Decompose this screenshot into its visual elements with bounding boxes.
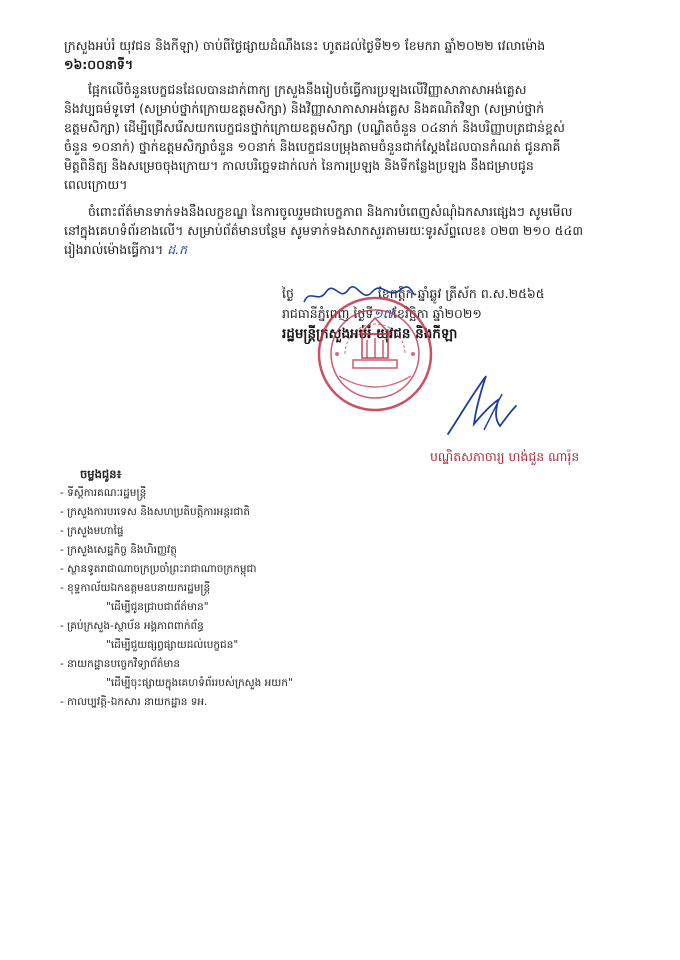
- solar-date-prefix: រាជធានីភ្នំពេញ ថ្ងៃទី: [282, 306, 374, 321]
- paragraph-line: [64, 240, 644, 259]
- paragraph-contact: [64, 202, 644, 259]
- list-item: - ក្រសួងមហាផ្ទៃ: [60, 525, 124, 537]
- paragraph-line: និងវប្បធម៌ទូទៅ (សម្រាប់ថ្នាក់ក្រោយឧត្តមសិក្សា) និងវិញ្ញាសាភាសាអង់គ្លេស និងគណិតវិទ្យា (សម្រាប់ថ្នាក់: [64, 101, 545, 116]
- lunar-date-text: ខែកត្តិក ឆ្នាំឆ្លូវ ត្រីស័ក ព.ស.២៥៦៥: [377, 286, 545, 301]
- handwritten-day: ១៧: [373, 306, 393, 321]
- paragraph-line: ១៦:០០នាទី។: [64, 57, 134, 72]
- paragraph-line: មិត្តពិនិត្យ និងសម្រេចចុងក្រោយ។ កាលបរិច្ឆេទដាក់លក់ នៃការប្រឡង និងទីកន្លែងប្រឡង នឹងជម្រាបជូន: [64, 158, 534, 173]
- handwritten-lunar-day-icon: [300, 284, 420, 308]
- list-item: - ទីស្ដីការគណៈរដ្ឋមន្ត្រី: [60, 487, 147, 499]
- paragraph-deadline: [64, 36, 644, 74]
- minister-title: រដ្ឋមន្ត្រីក្រសួងអប់រំ យុវជន និងកីឡា: [282, 326, 458, 342]
- recipients-list: [60, 465, 480, 712]
- paragraph-line: ចំពោះព័ត៌មានទាក់ទងនឹងលក្ខខណ្ឌ នៃការចូលរួមជាបេក្ខភាព និងការបំពេញសំណុំឯកសារផ្សេងៗ សូមមើល: [88, 204, 573, 219]
- recipients-heading: ចម្លងជូន៖: [80, 467, 122, 481]
- list-item: - ខុទ្ទកាល័យឯកឧត្តមឧបនាយករដ្ឋមន្ត្រី: [60, 582, 211, 594]
- ministry-seal-icon: [315, 294, 435, 414]
- list-item: - នាយកដ្ឋានបច្ចេកវិទ្យាព័ត៌មាន: [60, 658, 181, 670]
- signer-name: បណ្ឌិតសភាចារ្យ ហង់ជួន ណារ៉ុន: [430, 449, 580, 464]
- solar-date-text: ខែវិច្ឆិកា ឆ្នាំ២០២១: [392, 306, 482, 321]
- handwritten-signature-icon: [440, 364, 530, 444]
- paragraph-line: ឧត្តមសិក្សា) ដើម្បីជ្រើសរើសយកបេក្ខជនថ្នាក់ក្រោយឧត្តមសិក្សា (បណ្ឌិតចំនួន ០៤នាក់ និងបរិញ្ញាបត្រជាន់ខ្ពស់: [64, 120, 565, 135]
- paragraph-exam-plan: [64, 80, 644, 194]
- paragraph-line: ពេលក្រោយ។: [64, 177, 128, 192]
- lunar-date-prefix: ថ្ងៃ: [282, 286, 294, 301]
- list-item-note: "ដើម្បីជួយផ្សព្វផ្សាយដល់បេក្ខជន": [106, 639, 239, 651]
- list-item: - ស្ថានទូតរាជាណាចក្រប្រចាំព្រះរាជាណាចក្រកម្ពុជា: [60, 563, 257, 575]
- list-item-note: "ដើម្បីជូនជ្រាបជាព័ត៌មាន": [106, 601, 209, 613]
- paragraph-line-text: រៀងរាល់ម៉ោងធ្វើការ។: [64, 242, 164, 257]
- list-item: - កាលប្បវត្តិ-ឯកសារ នាយកដ្ឋាន ទអ.: [60, 696, 208, 708]
- list-item: - គ្រប់ក្រសួង-ស្ថាប័ន អង្គភាពពាក់ព័ន្ធ: [60, 620, 204, 632]
- list-item: - ក្រសួងការបរទេស និងសហប្រតិបត្តិការអន្តរជាតិ: [60, 506, 251, 518]
- paragraph-line: ផ្អែកលើចំនួនបេក្ខជនដែលបានដាក់ពាក្យ ក្រសួងនឹងរៀបចំធ្វើការប្រឡងលើវិញ្ញាសាភាសាអង់គ្លេស: [88, 82, 527, 97]
- list-item-note: "ដើម្បីចុះផ្សាយក្នុងគេហទំព័ររបស់ក្រសួង អយក": [106, 677, 293, 689]
- handwritten-initials: ដ.ក: [167, 242, 188, 257]
- paragraph-line: ក្រសួងអប់រំ យុវជន និងកីឡា) ចាប់ពីថ្ងៃផ្សាយដំណឹងនេះ ហូតដល់ថ្ងៃទី២១ ខែមករា ឆ្នាំ២០២២ វេលាម៉ោង: [64, 38, 546, 53]
- paragraph-line: ចំនួន ១០នាក់) ថ្នាក់ឧត្តមសិក្សាចំនួន ១០នាក់ និងបេក្ខជនបម្រុងតាមចំនួនជាក់ស្តែងដែលបានកំណត់ ជូនភាគី: [64, 139, 561, 154]
- list-item: - ក្រសួងសេដ្ឋកិច្ច និងហិរញ្ញវត្ថុ: [60, 544, 177, 556]
- paragraph-line: នៅក្នុងគេហទំព័រខាងលើ។ សម្រាប់ព័ត៌មានបន្ថែម សូមទាក់ទងសាកសួរតាមរយៈទូរស័ព្ទលេខ៖ ០២៣ ២១០ ៥៤៣: [64, 223, 584, 238]
